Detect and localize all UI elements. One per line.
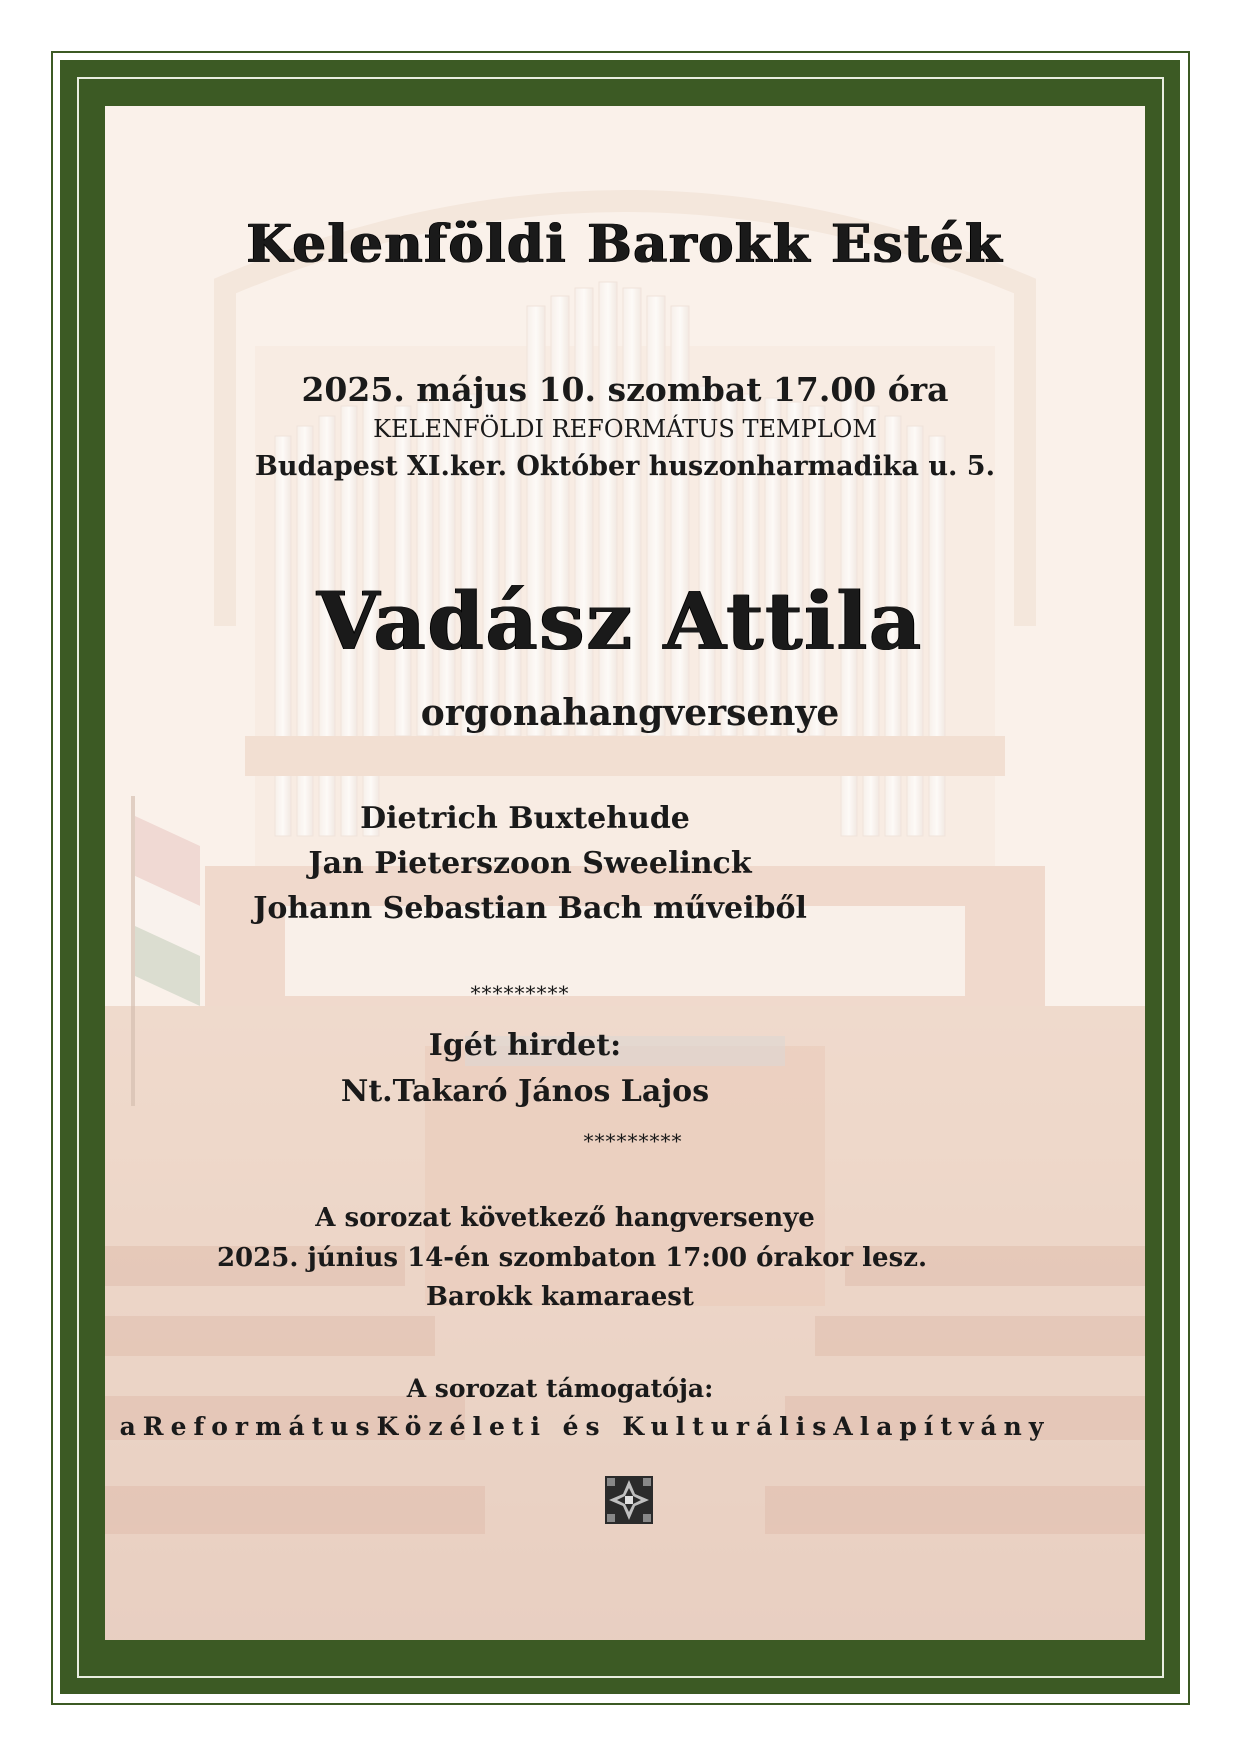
star-tile-logo-icon <box>605 1476 653 1524</box>
composer-line: Johann Sebastian Bach műveiből <box>253 891 807 926</box>
next-concert-line: Barokk kamaraest <box>426 1282 694 1312</box>
performer-name: Vadász Attila <box>317 574 923 668</box>
composer-line: Dietrich Buxtehude <box>360 801 690 836</box>
next-concert-line: A sorozat következő hangversenye <box>315 1203 815 1233</box>
series-title: Kelenföldi Barokk Esték <box>246 214 1004 275</box>
event-venue: KELENFÖLDI REFORMÁTUS TEMPLOM <box>373 415 877 443</box>
next-concert-line: 2025. június 14-én szombaton 17:00 órakor lesz. <box>216 1243 928 1273</box>
concert-type: orgonahangversenye <box>420 692 840 734</box>
poster-sheet <box>105 106 1145 1640</box>
preacher-name: Nt.Takaró János Lajos <box>340 1074 710 1109</box>
poster-content <box>105 106 1145 1640</box>
separator: ********* <box>470 981 570 1005</box>
event-address: Budapest XI.ker. Október huszonharmadika u. 5. <box>255 451 995 482</box>
event-date: 2025. május 10. szombat 17.00 óra <box>301 370 949 409</box>
composer-line: Jan Pieterszoon Sweelinck <box>308 846 752 881</box>
separator: ********* <box>583 1129 683 1153</box>
preacher-label: Igét hirdet: <box>428 1028 622 1063</box>
sponsor-name: aReformátusKözéleti és KulturálisAlapítvány <box>119 1412 1051 1441</box>
sponsor-label: A sorozat támogatója: <box>406 1374 714 1403</box>
